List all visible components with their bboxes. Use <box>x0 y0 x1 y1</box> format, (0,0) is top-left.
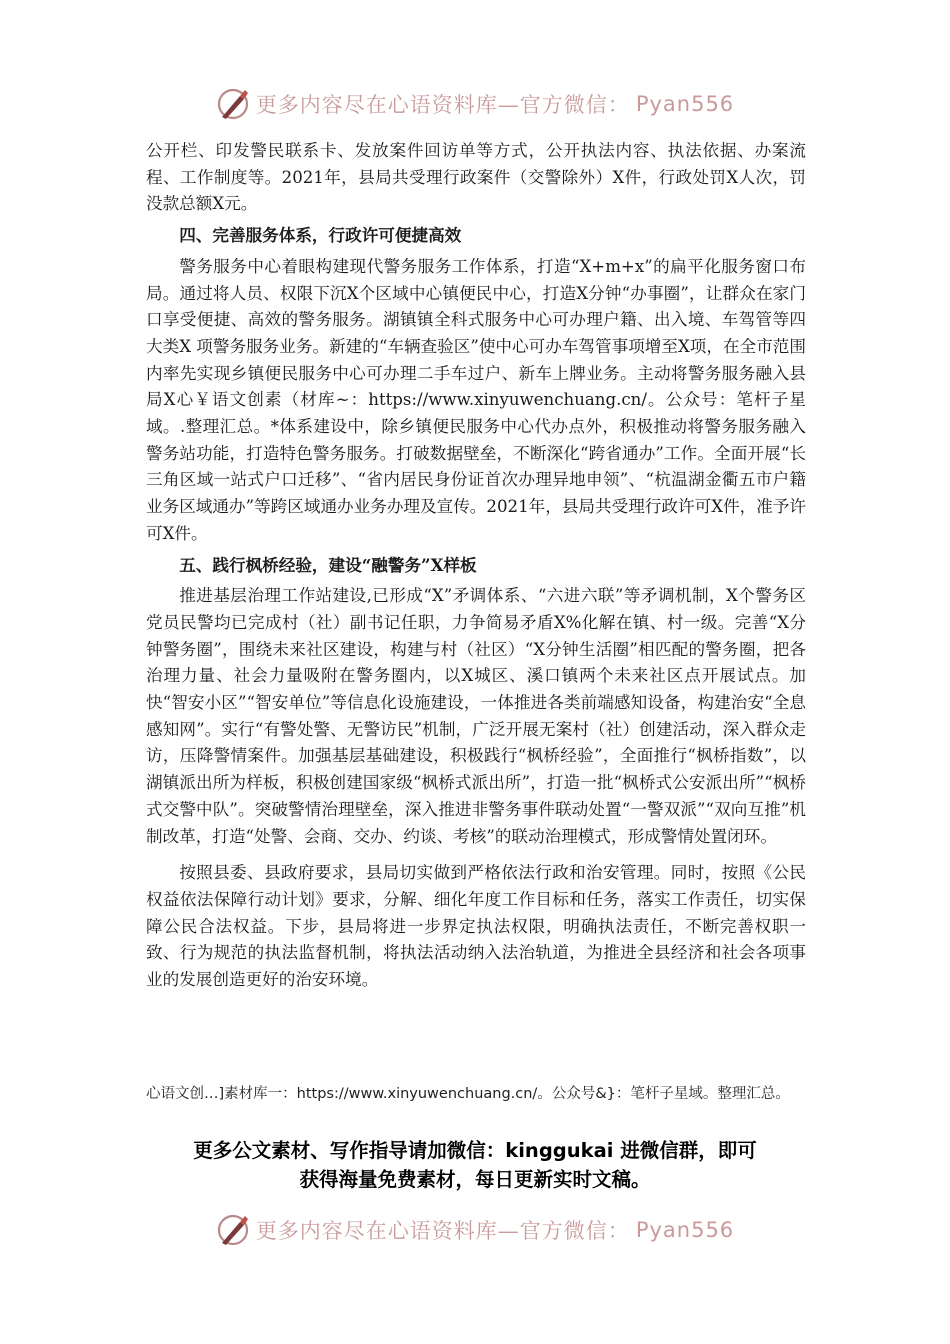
bottom-banner <box>0 1212 950 1248</box>
paragraph-conclusion: 按照县委、县政府要求，县局切实做到严格依法行政和治安管理。同时，按照《公民权益依法保障行动计划》要求，分解、细化年度工作目标和任务，落实工作责任，切实保障公民合法权益。下步，县局将进一步界定执法权限，明确执法责任，不断完善权职一致、行为规范的执法监督机制，将执法活动纳入法治轨道，为推进全县经济和社会各项事业的发展创造更好的治安环境。 <box>146 863 806 990</box>
promo-line-1: 更多公文素材、写作指导请加微信：kinggukai 进微信群，即可 <box>193 1139 757 1162</box>
banner-text: 更多内容尽在心语资料库—官方微信： <box>255 1219 630 1243</box>
paragraph-intro: 公开栏、印发警民联系卡、发放案件回访单等方式，公开执法内容、执法依据、办案流程、工作制度等。2021年，县局共受理行政案件（交警除外）X件，行政处罚X人次，罚没款总额X元。 <box>146 141 806 214</box>
pen-circle-icon <box>216 87 250 121</box>
banner-wechat-id: Pyan556 <box>635 1218 735 1242</box>
paragraph-section-4: 警务服务中心着眼构建现代警务服务工作体系，打造“X+m+x”的扁平化服务窗口布局。通过将人员、权限下沉X个区域中心镇便民中心，打造X分钟“办事圈”，让群众在家门口享受便捷、高效的警务服务。湖镇镇全科式服务中心可办理户籍、出入境、车驾管等四大类X 项警务服务业务。新建的“车辆查验区”使中心可办车驾管事项增至X项，在全市范围内率先实现乡镇便民服务中心可办理二手车过户、新车上牌业务。主动将警务服务融入县局X心￥语文创素（材库~：https://www.xinyuwenchuang.cn/。公众号：笔杆子星域。.整理汇总。*体系建设中，除乡镇便民服务中心代办点外，积极推动将警务服务融入警务站功能，打造特色警务服务。打破数据壁垒，不断深化“跨省通办”工作。全面开展“长三角区域一站式户口迁移”、“省内居民身份证首次办理异地申领”、“杭温湖金衢五市户籍业务区域通办”等跨区域通办业务办理及宣传。2021年，县局共受理行政许可X件，准予许可X件。 <box>146 256 806 543</box>
promo-line-2: 获得海量免费素材，每日更新实时文稿。 <box>299 1168 651 1191</box>
banner-text: 更多内容尽在心语资料库—官方微信： <box>255 93 630 117</box>
pen-circle-icon <box>216 1213 250 1247</box>
document-body <box>146 138 806 994</box>
source-note: 心语文创…]素材库一：https://www.xinyuwenchuang.cn/。公众号&}：笔杆子星域。整理汇总。 <box>146 1086 790 1102</box>
promo-block <box>100 1136 850 1194</box>
section-heading-5: 五、践行枫桥经验，建设“融警务”X样板 <box>179 554 477 575</box>
top-banner <box>0 86 950 122</box>
section-heading-4: 四、完善服务体系，行政许可便捷高效 <box>179 225 462 246</box>
paragraph-section-5: 推进基层治理工作站建设,已形成“X”矛调体系、“六进六联”等矛调机制，X个警务区党员民警均已完成村（社）副书记任职，力争简易矛盾X%化解在镇、村一级。完善“X分钟警务圈”，围绕未来社区建设，构建与村（社区）“X分钟生活圈”相匹配的警务圈，把各治理力量、社会力量吸附在警务圈内，以X城区、溪口镇两个未来社区点开展试点。加快“智安小区”“智安单位”等信息化设施建设，一体推进各类前端感知设备，构建治安“全息感知网”。实行“有警处警、无警访民”机制，广泛开展无案村（社）创建活动，深入群众走访，压降警情案件。加强基层基础建设，积极践行“枫桥经验”，全面推行“枫桥指数”，以湖镇派出所为样板，积极创建国家级“枫桥式派出所”，打造一批“枫桥式公安派出所”“枫桥式交警中队”。突破警情治理壁垒，深入推进非警务事件联动处置“一警双派”“双向互推”机制改革，打造“处警、会商、交办、约谈、考核”的联动治理模式，形成警情处置闭环。 <box>146 586 806 846</box>
banner-wechat-id: Pyan556 <box>635 92 735 116</box>
